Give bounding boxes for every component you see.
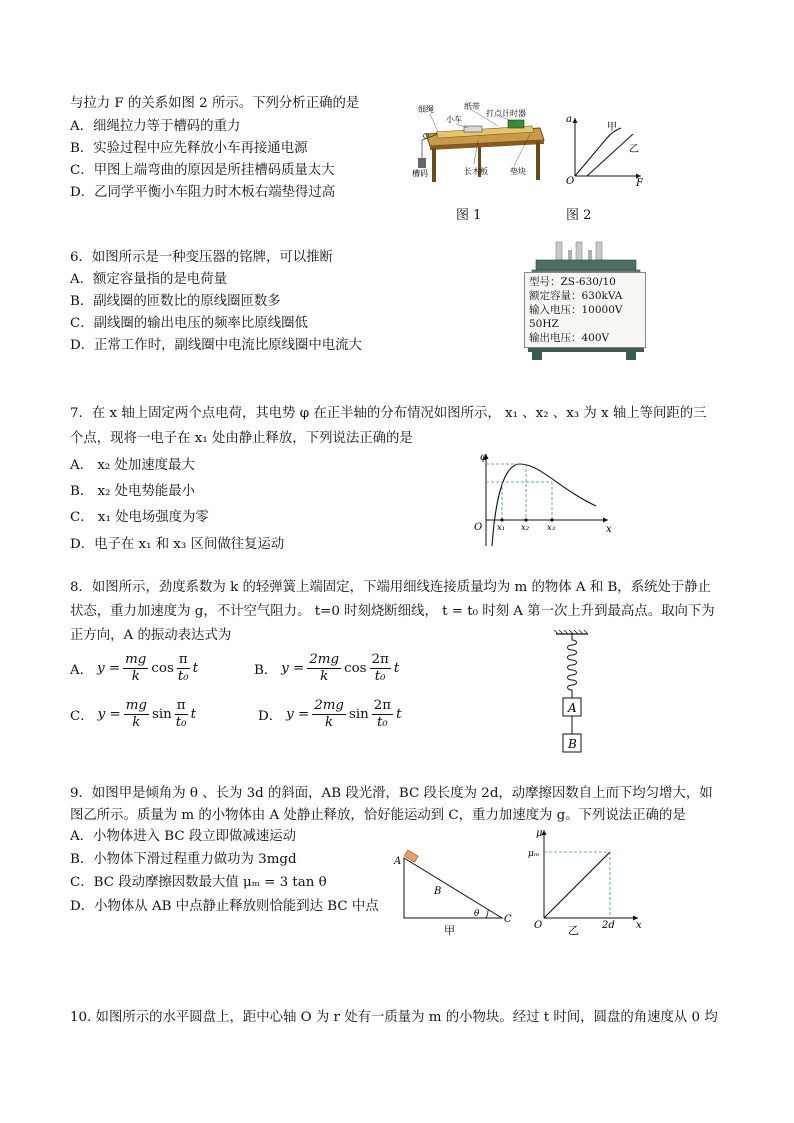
- q8-option-c-num: mg: [125, 697, 147, 713]
- q9-axis-x: x: [636, 920, 642, 931]
- q7-option-a: A． x₂ 处加速度最大: [70, 458, 195, 473]
- q5-figure-2-caption: 图 2: [566, 208, 592, 223]
- fig2-origin: O: [566, 176, 575, 186]
- fig1-label-tape: 纸带: [464, 102, 480, 111]
- q7-axis-x: x: [606, 524, 612, 535]
- q7-axis-phi: φ: [480, 452, 488, 463]
- nameplate-model: 型号：ZS-630/10: [529, 276, 616, 288]
- q6-option-b: B．副线圈的匝数比的原线圈匝数多: [70, 294, 281, 309]
- q5-figure-1-apparatus: [408, 100, 548, 190]
- nameplate-output-voltage: 输出电压：400V: [529, 332, 610, 344]
- q8-option-a-pden: t₀: [177, 668, 189, 684]
- q8-option-d-label: D．: [258, 708, 283, 724]
- q5-option-a: A．细绳拉力等于槽码的重力: [70, 119, 241, 134]
- fig1-label-timer: 打点计时器: [486, 109, 526, 118]
- q8-option-c-pnum: π: [176, 697, 186, 713]
- q8-option-a-lhs: y =: [97, 660, 121, 676]
- q8-option-d-pnum: 2π: [373, 697, 392, 713]
- q8-spring-figure: [552, 630, 592, 756]
- q9-option-c: C．BC 段动摩擦因数最大值 μₘ = 3 tan θ: [70, 875, 327, 890]
- q8-option-b: [254, 648, 399, 688]
- q7-option-c: C． x₁ 处电场强度为零: [70, 510, 209, 525]
- q8-option-c-label: C．: [70, 708, 94, 724]
- q8-option-a-fn: cos: [151, 660, 174, 676]
- q8-option-a-t: t: [192, 660, 199, 676]
- q7-tick-x3: x₃: [547, 523, 556, 533]
- q9-stem-line2: 图乙所示。质量为 m 的小物体由 A 处静止释放，恰好能运动到 C，重力加速度为 g。下列说法正确的是: [70, 808, 686, 823]
- q10-stem: 10. 如图所示的水平圆盘上，距中心轴 O 为 r 处有一质量为 m 的小物块。经过 t 时间，圆盘的角速度从 0 均: [70, 1010, 718, 1025]
- q8-stem-line3: 正方向，A 的振动表达式为: [70, 628, 232, 643]
- q5-option-c: C．甲图上端弯曲的原因是所挂槽码质量太大: [70, 163, 335, 178]
- q8-option-c: [70, 694, 196, 734]
- q9-angle-theta: θ: [474, 909, 480, 919]
- q8-option-d-fn: sin: [348, 706, 369, 722]
- q8-option-b-t: t: [393, 660, 400, 676]
- q9-point-c: C: [504, 914, 512, 925]
- q9-tick-2d: 2d: [602, 920, 615, 931]
- q7-tick-x1: x₁: [497, 523, 506, 533]
- fig1-label-pad: 垫块: [510, 167, 526, 176]
- q9-option-b: B．小物体下滑过程重力做功为 3mgd: [70, 852, 297, 867]
- q8-option-b-pden: t₀: [374, 668, 386, 684]
- q5-figure-2-graph: [563, 112, 645, 186]
- q8-option-d-den: k: [325, 714, 334, 730]
- q9-caption-jia: 甲: [444, 924, 455, 937]
- q8-option-b-pnum: 2π: [371, 651, 389, 667]
- fig2-axis-f: F: [636, 178, 643, 186]
- q9-option-a: A．小物体进入 BC 段立即做减速运动: [70, 829, 296, 844]
- q9-option-d: D．小物体从 AB 中点静止释放则恰能到达 BC 中点: [70, 899, 379, 914]
- q8-option-b-lhs: y =: [281, 660, 305, 676]
- q8-option-d-pden: t₀: [377, 714, 388, 730]
- q8-option-c-pden: t₀: [175, 714, 187, 730]
- fig1-label-rope: 细绳: [418, 105, 434, 114]
- q5-stem: 与拉力 F 的关系如图 2 所示。下列分析正确的是: [70, 96, 360, 111]
- q8-option-d-lhs: y =: [286, 706, 310, 722]
- q8-option-a-label: A．: [70, 662, 94, 678]
- q5-option-b: B．实验过程中应先释放小车再接通电源: [70, 141, 308, 156]
- q9-caption-yi: 乙: [568, 924, 579, 937]
- q7-stem-line2: 个点，现将一电子在 x₁ 处由静止释放，下列说法正确的是: [70, 431, 413, 446]
- q9-point-b: B: [434, 886, 442, 897]
- fig1-label-weights: 槽码: [412, 169, 428, 178]
- q9-friction-graph: [528, 826, 648, 938]
- q8-option-b-fn: cos: [344, 660, 367, 676]
- q8-option-a-pnum: π: [178, 651, 188, 667]
- q8-option-a-num: mg: [125, 651, 147, 667]
- q9-incline-figure: [390, 848, 520, 938]
- q6-nameplate: [524, 272, 646, 348]
- q5-figure-1-caption: 图 1: [456, 208, 482, 223]
- nameplate-capacity: 额定容量：630kVA: [529, 290, 623, 302]
- q8-option-c-lhs: y =: [97, 706, 121, 722]
- q8-option-d: [258, 694, 401, 734]
- q9-point-a: A: [394, 856, 402, 867]
- q7-stem-line1: 7．在 x 轴上固定两个点电荷，其电势 φ 在正半轴的分布情况如图所示， x₁ 、x₂ 、x₃ 为 x 轴上等间距的三: [70, 406, 707, 421]
- q8-stem-line2: 状态，重力加速度为 g，不计空气阻力。 t=0 时刻烧断细线， t = t₀ 时刻 A 第一次上升到最高点。取向下为: [70, 604, 715, 619]
- q6-option-a: A．额定容量指的是电荷量: [70, 272, 227, 287]
- q7-option-b: B． x₂ 处电势能最小: [70, 484, 196, 499]
- fig2-label-yi: 乙: [629, 144, 639, 155]
- q7-potential-graph: [468, 450, 618, 550]
- q9-origin: O: [534, 920, 543, 931]
- nameplate-input-voltage: 输入电压：10000V 50HZ: [529, 304, 623, 330]
- q8-option-d-num: 2mg: [314, 697, 344, 713]
- q5-option-d: D．乙同学平衡小车阻力时木板右端垫得过高: [70, 185, 336, 200]
- q8-option-b-den: k: [320, 668, 329, 684]
- fig1-label-board: 长木板: [464, 167, 488, 176]
- q7-option-d: D．电子在 x₁ 和 x₃ 区间做往复运动: [70, 537, 285, 552]
- q6-option-d: D．正常工作时，副线圈中电流比原线圈中电流大: [70, 338, 362, 353]
- q8-block-b: B: [568, 737, 577, 751]
- q8-option-b-label: B．: [254, 662, 278, 678]
- fig1-label-cart: 小车: [446, 115, 462, 124]
- q9-label-mum: μₘ: [528, 849, 540, 859]
- q8-stem-line1: 8．如图所示，劲度系数为 k 的轻弹簧上端固定，下端用细线连接质量均为 m 的物体 A 和 B，系统处于静止: [70, 580, 712, 595]
- q8-option-b-num: 2mg: [309, 651, 340, 667]
- q9-stem-line1: 9．如图甲是倾角为 θ 、长为 3d 的斜面，AB 段光滑，BC 段长度为 2d，动摩擦因数自上而下均匀增大，如: [70, 786, 713, 801]
- fig2-label-jia: 甲: [607, 122, 617, 133]
- q6-option-c: C．副线圈的输出电压的频率比原线圈低: [70, 316, 308, 331]
- q9-axis-mu: μ: [536, 828, 543, 839]
- q8-option-c-den: k: [132, 714, 141, 730]
- q7-tick-x2: x₂: [521, 523, 530, 533]
- fig2-axis-a: a: [566, 114, 572, 125]
- q7-origin: O: [474, 522, 483, 533]
- q8-option-a-den: k: [131, 668, 140, 684]
- q6-stem: 6．如图所示是一种变压器的铭牌，可以推断: [70, 250, 333, 265]
- q8-option-a: [70, 648, 198, 688]
- q8-block-a: A: [568, 701, 577, 715]
- q8-option-c-t: t: [190, 706, 196, 722]
- q8-option-c-fn: sin: [151, 706, 172, 722]
- q8-option-d-t: t: [396, 706, 402, 722]
